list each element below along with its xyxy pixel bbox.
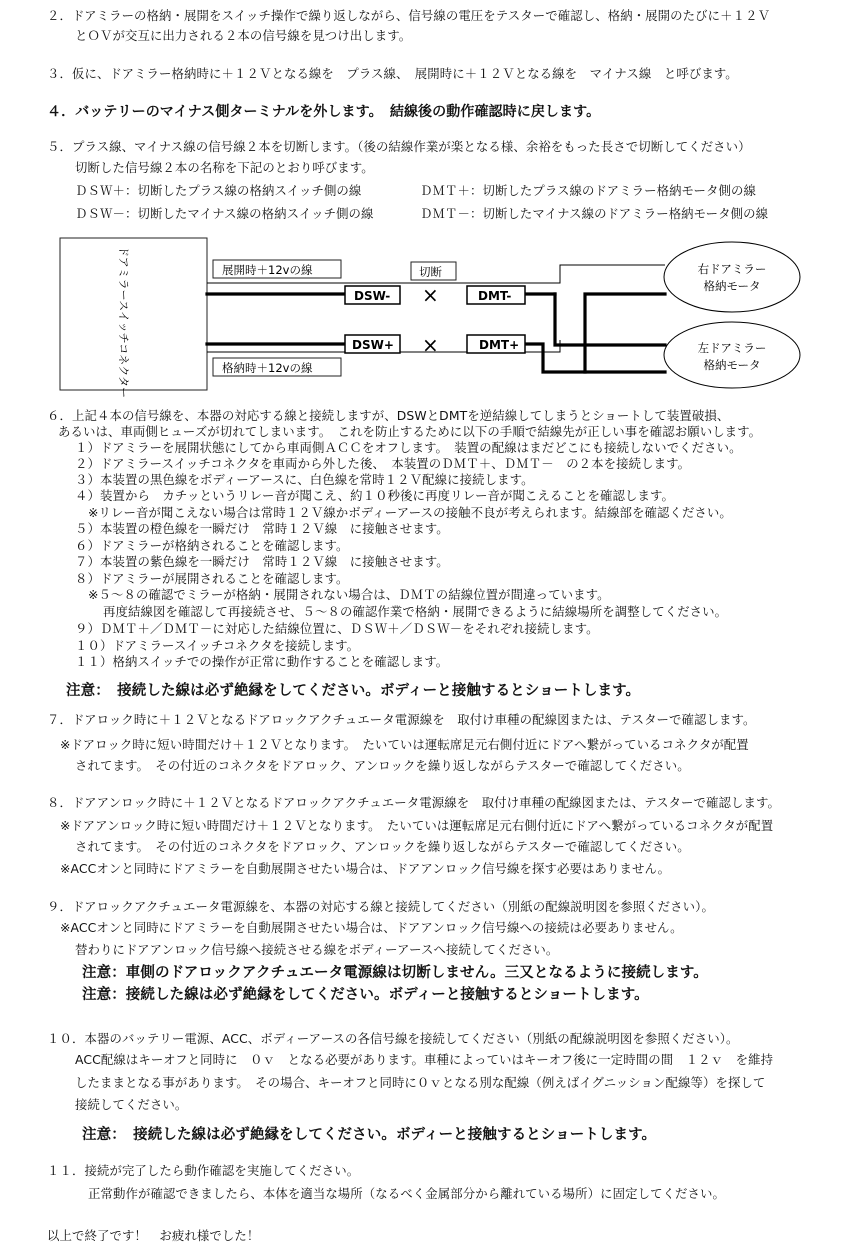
text-line: あるいは、車両側ヒューズが切れてしまいます。 これを防止するために以下の手順で結線先が正しい事を確認お願いします。	[58, 424, 762, 439]
left-motor-label-2: 格納モータ	[703, 358, 761, 372]
text-line: 替わりにドアアンロック信号線へ接続させる線をボディーアースへ接続してください。	[75, 942, 559, 957]
text-line: １０．本器のバッテリー電源、ACC、ボディーアースの各信号線を接続してください（別紙の配線説明図を参照ください）。	[47, 1031, 739, 1046]
warning-note: 注意： 接続した線は必ず絶縁をしてください。ボディーと接触するとショートします。	[82, 1127, 657, 1143]
text-line: ※ACCオンと同時にドアミラーを自動展開させたい場合は、ドアアンロック信号線への接続は必要ありません。	[60, 920, 683, 935]
cut-mark-plus: ×	[422, 333, 439, 357]
text-line: ＤＭＴ＋：切断したプラス線のドアミラー格納モータ側の線	[420, 183, 757, 198]
left-mirror-motor	[664, 322, 800, 388]
switch-connector-box	[60, 238, 207, 390]
cut-mark-minus: ×	[422, 283, 439, 307]
text-line: ２．ドアミラーの格納・展開をスイッチ操作で繰り返しながら、信号線の電圧をテスターで確認し、格納・展開のたびに＋１２Ｖ	[47, 8, 771, 23]
text-line: 再度結線図を確認して再接続させ、５～８の確認作業で格納・展開できるように結線場所を調整してください。	[103, 604, 728, 619]
text-line: 切断した信号線２本の名称を下記のとおり呼びます。	[75, 160, 374, 175]
text-line: ＤＳＷ－：切断したマイナス線の格納スイッチ側の線	[75, 206, 374, 221]
dmt-plus-label: DMT+	[479, 338, 520, 352]
text-line: ３．仮に、ドアミラー格納時に＋１２Ｖとなる線を プラス線、 展開時に＋１２Ｖとなる線を マイナス線 と呼びます。	[47, 66, 738, 81]
wiring-diagram	[0, 0, 859, 400]
text-line: ※リレー音が聞こえない場合は常時１２Ｖ線かボディーアースの接触不良が考えられます。結線部を確認ください。	[88, 505, 732, 520]
cut-label: 切断	[419, 265, 442, 279]
store-line-label: 格納時＋12vの線	[222, 361, 313, 375]
dsw-plus-label: DSW+	[352, 338, 394, 352]
left-motor-label-1: 左ドアミラー	[697, 341, 767, 355]
right-motor-label-1: 右ドアミラー	[697, 262, 767, 276]
text-line: ＤＭＴ－：切断したマイナス線のドアミラー格納モータ側の線	[420, 206, 769, 221]
text-line: １１．接続が完了したら動作確認を実施してください。	[47, 1163, 360, 1178]
warning-note: 注意：接続した線は必ず絶縁をしてください。ボディーと接触するとショートします。	[82, 987, 649, 1003]
text-line: したままとなる事があります。 その場合、キーオフと同時に０ｖとなる別な配線（例えばイグニッション配線等）を探して	[75, 1075, 766, 1090]
text-line: ※ドアロック時に短い時間だけ＋１２Ｖとなります。 たいていは運転席足元右側付近にドアへ繋がっているコネクタが配置	[60, 737, 749, 752]
section-heading: ４．バッテリーのマイナス側ターミナルを外します。 結線後の動作確認時に戻します。	[47, 104, 601, 120]
dsw-minus-label: DSW-	[354, 289, 391, 303]
text-line: ７）本装置の紫色線を一瞬だけ 常時１２Ｖ線 に接触させます。	[75, 554, 449, 569]
text-line: 正常動作が確認できましたら、本体を適当な場所（なるべく金属部分から離れている場所）に固定してください。	[88, 1186, 726, 1201]
deploy-line-label: 展開時＋12vの線	[222, 263, 313, 277]
wire-minus-to-left-motor	[555, 294, 665, 345]
text-line: されてます。 その付近のコネクタをドアロック、アンロックを繰り返しながらテスターで確認してください。	[75, 758, 690, 773]
text-line: ５）本装置の橙色線を一瞬だけ 常時１２Ｖ線 に接触させます。	[75, 521, 449, 536]
text-line: ※ドアアンロック時に短い時間だけ＋１２Ｖとなります。 たいていは運転席足元右側付近にドアへ繋がっているコネクタが配置	[60, 818, 774, 833]
warning-note: 注意： 接続した線は必ず絶縁をしてください。ボディーと接触するとショートします。	[66, 683, 641, 699]
right-motor-label-2: 格納モータ	[703, 279, 761, 293]
text-line: ACC配線はキーオフと同時に ０ｖ となる必要があります。車種によっていはキーオフ後に一定時間の間 １２ｖ を維持	[75, 1052, 774, 1067]
warning-note: 注意：車側のドアロックアクチュエータ電源線は切断しません。三又となるように接続します。	[82, 965, 708, 981]
dmt-minus-label: DMT-	[478, 289, 512, 303]
text-line: １）ドアミラーを展開状態にしてから車両側ＡＣＣをオフします。 装置の配線はまだどこにも接続しないでください。	[75, 440, 742, 455]
text-line: ※ACCオンと同時にドアミラーを自動展開させたい場合は、ドアアンロック信号線を探す必要はありません。	[60, 861, 671, 876]
text-line: ７．ドアロック時に＋１２Ｖとなるドアロックアクチュエータ電源線を 取付け車種の配線図または、テスターで確認します。	[47, 712, 756, 727]
text-line: ５．プラス線、マイナス線の信号線２本を切断します。（後の結線作業が楽となる様、余裕をもった長さで切断してください）	[47, 139, 751, 154]
closing-line: 以上で終了です！ お疲れ様でした！	[47, 1228, 260, 1243]
text-line: ４）装置から カチッというリレー音が聞こえ、約１０秒後に再度リレー音が聞こえることを確認します。	[75, 488, 674, 503]
wire-plus-to-motors	[525, 294, 665, 372]
switch-connector-label: ドアミラースイッチコネクター	[117, 246, 130, 399]
text-line: ＤＳＷ＋：切断したプラス線の格納スイッチ側の線	[75, 183, 362, 198]
text-line: ８）ドアミラーが展開されることを確認します。	[75, 571, 349, 586]
text-line: 接続してください。	[75, 1097, 188, 1112]
text-line: ２）ドアミラースイッチコネクタを車両から外した後、 本装置のＤＭＴ＋、ＤＭＴ－ の２本を接続します。	[75, 456, 691, 471]
text-line: ９）ＤＭＴ＋／ＤＭＴ－に対応した結線位置に、ＤＳＷ＋／ＤＳＷ－をそれぞれ接続します。	[75, 621, 599, 636]
right-mirror-motor	[664, 242, 800, 312]
text-line: ※５～８の確認でミラーが格納・展開されない場合は、ＤＭＴの結線位置が間違っています。	[88, 587, 610, 602]
text-line: とＯＶが交互に出力される２本の信号線を見つけ出します。	[75, 28, 412, 43]
text-line: １１）格納スイッチでの操作が正常に動作することを確認します。	[75, 654, 449, 669]
text-line: ９．ドアロックアクチュエータ電源線を、本器の対応する線と接続してください（別紙の配線説明図を参照ください）。	[47, 899, 714, 914]
text-line: ６）ドアミラーが格納されることを確認します。	[75, 538, 349, 553]
text-line: されてます。 その付近のコネクタをドアロック、アンロックを繰り返しながらテスターで確認してください。	[75, 839, 690, 854]
text-line: １０）ドアミラースイッチコネクタを接続します。	[75, 638, 360, 653]
text-line: ６．上記４本の信号線を、本器の対応する線と接続しますが、DSWとDMTを逆結線してしまうとショートして装置破損、	[47, 408, 730, 423]
text-line: ３）本装置の黒色線をボディーアースに、白色線を常時１２Ｖ配線に接続します。	[75, 472, 534, 487]
text-line: ８．ドアアンロック時に＋１２Ｖとなるドアロックアクチュエータ電源線を 取付け車種の配線図または、テスターで確認します。	[47, 795, 780, 810]
